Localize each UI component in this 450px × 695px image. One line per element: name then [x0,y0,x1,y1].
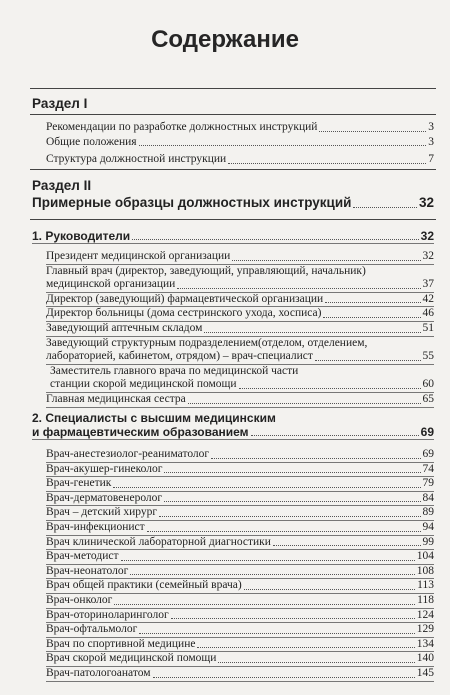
toc-entry[interactable]: Врач-анестезиолог-реаниматолог 69 [46,448,434,463]
toc-entry[interactable]: Главная медицинская сестра 65 [46,393,434,408]
toc-entry[interactable]: Врач скорой медицинской помощи 140 [46,652,434,667]
toc-entry[interactable]: Врач-офтальмолог 129 [46,623,434,638]
divider [30,219,436,220]
toc-entry[interactable]: станции скорой медицинской помощи 60 [46,378,434,393]
section2-subtitle[interactable]: Примерные образцы должностных инструкций 32 [32,195,434,210]
group2-heading[interactable]: 2. Специалисты с высшим медицинским и фармацевтическим образованием 69 [32,411,434,439]
toc-entry[interactable]: Врач-инфекционист 94 [46,521,434,536]
toc-entry[interactable]: Врач – детский хирург 89 [46,506,434,521]
section1-heading: Раздел I [32,96,88,111]
toc-entry[interactable]: Президент медицинской организации 32 [46,250,434,265]
toc-entry[interactable]: Врач-методист 104 [46,550,434,565]
toc-entry[interactable]: Заведующий аптечным складом 51 [46,322,434,337]
toc-entry[interactable]: Рекомендации по разработке должностных инструкций 3 [46,121,434,133]
toc-entry[interactable]: Врач клинической лабораторной диагностики 99 [46,536,434,551]
toc-entry[interactable]: Врач-онколог 118 [46,594,434,609]
toc-entry[interactable]: Врач-дерматовенеролог 84 [46,492,434,507]
toc-entry[interactable]: Врач-генетик 79 [46,477,434,492]
divider [30,169,436,170]
toc-entry[interactable]: Врач общей практики (семейный врача) 113 [46,579,434,594]
toc-entry[interactable]: медицинской организации 37 [46,278,434,293]
page-title: Содержание [151,26,299,53]
toc-entry[interactable]: Директор больницы (дома сестринского ухода, хосписа) 46 [46,307,434,322]
toc-entry[interactable]: Врач-неонатолог 108 [46,565,434,580]
toc-entry[interactable]: Врач-оториноларинголог 124 [46,609,434,624]
divider [30,114,436,115]
toc-entry-line: Заместитель главного врача по медицинской части [50,364,299,377]
toc-entry[interactable]: Врач-акушер-гинеколог 74 [46,463,434,478]
toc-entry[interactable]: Структура должностной инструкции 7 [46,153,434,166]
section1-list [46,121,434,167]
toc-entry[interactable]: Общие положения 3 [46,135,434,148]
toc-entry[interactable]: Директор (заведующий) фармацевтической организации 42 [46,293,434,308]
toc-entry[interactable]: Врач-патологоанатом 145 [46,667,434,682]
group2-list [46,448,434,682]
toc-entry-line: Заведующий структурным подразделением(отделом, отделением, [46,336,368,349]
section2-heading: Раздел II Примерные образцы должностных инструкций 32 [32,178,434,210]
toc-entry-line: Главный врач (директор, заведующий, управляющий, начальник) [46,264,366,277]
toc-entry[interactable]: лабораторией, кабинетом, отрядом) – врач-специалист 55 [46,350,434,365]
group1-list [46,250,434,408]
divider [30,88,436,89]
toc-entry[interactable]: Врач по спортивной медицине 134 [46,638,434,653]
group1-heading[interactable]: 1. Руководители 32 [32,229,434,243]
